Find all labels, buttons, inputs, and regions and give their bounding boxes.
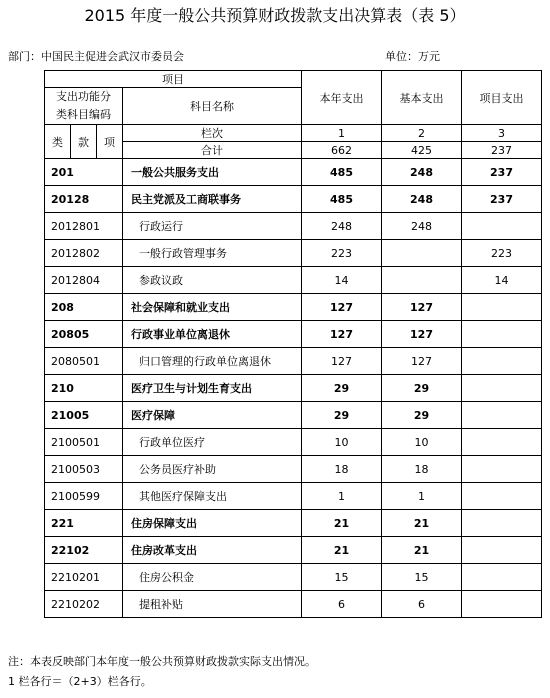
row-code: 2100503 xyxy=(45,456,123,483)
row-project: 237 xyxy=(462,186,542,213)
row-name: 行政运行 xyxy=(123,213,302,240)
row-name: 住房保障支出 xyxy=(123,510,302,537)
row-name: 归口管理的行政单位离退休 xyxy=(123,348,302,375)
table-row xyxy=(45,186,542,213)
row-code: 2210201 xyxy=(45,564,123,591)
row-total: 1 xyxy=(302,483,382,510)
row-code: 2100599 xyxy=(45,483,123,510)
row-name: 一般行政管理事务 xyxy=(123,240,302,267)
row-project xyxy=(462,483,542,510)
row-project xyxy=(462,537,542,564)
row-project: 14 xyxy=(462,267,542,294)
row-basic: 127 xyxy=(382,321,462,348)
row-code: 2012801 xyxy=(45,213,123,240)
table-row xyxy=(45,267,542,294)
lanci-1: 1 xyxy=(302,125,382,142)
row-total: 127 xyxy=(302,348,382,375)
row-code: 21005 xyxy=(45,402,123,429)
row-total: 10 xyxy=(302,429,382,456)
total-value-3: 237 xyxy=(462,142,542,159)
header-col-basic: 基本支出 xyxy=(382,71,462,125)
table-row xyxy=(45,159,542,186)
row-code: 2080501 xyxy=(45,348,123,375)
row-name: 社会保障和就业支出 xyxy=(123,294,302,321)
header-col-project: 项目支出 xyxy=(462,71,542,125)
header-item: 项目 xyxy=(45,71,302,88)
page-title: 2015 年度一般公共预算财政拨款支出决算表（表 5） xyxy=(84,6,466,25)
row-basic: 127 xyxy=(382,294,462,321)
row-total: 6 xyxy=(302,591,382,618)
row-code: 2012802 xyxy=(45,240,123,267)
row-code: 201 xyxy=(45,159,123,186)
row-code: 2210202 xyxy=(45,591,123,618)
row-project xyxy=(462,294,542,321)
row-project xyxy=(462,510,542,537)
row-project: 223 xyxy=(462,240,542,267)
table-row xyxy=(45,537,542,564)
row-total: 223 xyxy=(302,240,382,267)
row-name: 参政议政 xyxy=(123,267,302,294)
table-row xyxy=(45,321,542,348)
row-code: 2012804 xyxy=(45,267,123,294)
row-basic: 21 xyxy=(382,510,462,537)
row-basic: 10 xyxy=(382,429,462,456)
total-value-2: 425 xyxy=(382,142,462,159)
row-total: 29 xyxy=(302,402,382,429)
row-project xyxy=(462,456,542,483)
row-name: 行政单位医疗 xyxy=(123,429,302,456)
row-project xyxy=(462,348,542,375)
table-row xyxy=(45,456,542,483)
table-row xyxy=(45,213,542,240)
table-row xyxy=(45,375,542,402)
row-basic: 248 xyxy=(382,186,462,213)
row-basic: 21 xyxy=(382,537,462,564)
expenditure-table xyxy=(44,70,542,618)
row-project xyxy=(462,564,542,591)
row-total: 18 xyxy=(302,456,382,483)
row-name: 其他医疗保障支出 xyxy=(123,483,302,510)
unit-label: 单位：万元 xyxy=(385,50,440,63)
table-row xyxy=(45,240,542,267)
row-code: 210 xyxy=(45,375,123,402)
header-kuan: 款 xyxy=(71,125,97,159)
row-basic: 29 xyxy=(382,375,462,402)
row-total: 21 xyxy=(302,537,382,564)
row-name: 住房改革支出 xyxy=(123,537,302,564)
row-total: 21 xyxy=(302,510,382,537)
row-total: 15 xyxy=(302,564,382,591)
header-code-line1: 支出功能分 xyxy=(56,90,111,103)
row-name: 住房公积金 xyxy=(123,564,302,591)
row-total: 248 xyxy=(302,213,382,240)
row-code: 22102 xyxy=(45,537,123,564)
header-lei: 类 xyxy=(45,125,71,159)
row-basic: 1 xyxy=(382,483,462,510)
lanci-label: 栏次 xyxy=(123,125,302,142)
row-basic: 127 xyxy=(382,348,462,375)
row-total: 14 xyxy=(302,267,382,294)
row-basic: 18 xyxy=(382,456,462,483)
table-row xyxy=(45,483,542,510)
header-name: 科目名称 xyxy=(123,88,302,125)
row-project xyxy=(462,213,542,240)
row-name: 医疗卫生与计划生育支出 xyxy=(123,375,302,402)
row-name: 民主党派及工商联事务 xyxy=(123,186,302,213)
row-code: 2100501 xyxy=(45,429,123,456)
lanci-3: 3 xyxy=(462,125,542,142)
table-row xyxy=(45,429,542,456)
table-row xyxy=(45,402,542,429)
row-code: 20128 xyxy=(45,186,123,213)
row-basic: 248 xyxy=(382,159,462,186)
row-name: 医疗保障 xyxy=(123,402,302,429)
row-total: 127 xyxy=(302,321,382,348)
header-code-line2: 类科目编码 xyxy=(56,108,111,121)
department-label: 部门：中国民主促进会武汉市委员会 xyxy=(8,50,184,63)
row-total: 485 xyxy=(302,186,382,213)
row-project xyxy=(462,429,542,456)
table-row xyxy=(45,348,542,375)
total-value-1: 662 xyxy=(302,142,382,159)
row-basic: 6 xyxy=(382,591,462,618)
row-project: 237 xyxy=(462,159,542,186)
row-project xyxy=(462,402,542,429)
row-code: 221 xyxy=(45,510,123,537)
row-code: 208 xyxy=(45,294,123,321)
table-row xyxy=(45,591,542,618)
note-1: 注：本表反映部门本年度一般公共预算财政拨款实际支出情况。 xyxy=(8,655,316,668)
table-row xyxy=(45,294,542,321)
row-basic: 15 xyxy=(382,564,462,591)
row-project xyxy=(462,591,542,618)
row-total: 29 xyxy=(302,375,382,402)
row-name: 一般公共服务支出 xyxy=(123,159,302,186)
row-basic: 248 xyxy=(382,213,462,240)
row-name: 公务员医疗补助 xyxy=(123,456,302,483)
row-code: 20805 xyxy=(45,321,123,348)
table-row xyxy=(45,510,542,537)
note-2: 1 栏各行＝（2+3）栏各行。 xyxy=(8,675,152,688)
row-basic xyxy=(382,267,462,294)
table-row xyxy=(45,564,542,591)
header-xiang: 项 xyxy=(97,125,123,159)
row-basic xyxy=(382,240,462,267)
row-project xyxy=(462,321,542,348)
row-total: 127 xyxy=(302,294,382,321)
header-code xyxy=(45,88,123,125)
row-basic: 29 xyxy=(382,402,462,429)
header-col-total: 本年支出 xyxy=(302,71,382,125)
row-name: 行政事业单位离退休 xyxy=(123,321,302,348)
row-project xyxy=(462,375,542,402)
total-label: 合计 xyxy=(123,142,302,159)
row-name: 提租补贴 xyxy=(123,591,302,618)
row-total: 485 xyxy=(302,159,382,186)
lanci-2: 2 xyxy=(382,125,462,142)
